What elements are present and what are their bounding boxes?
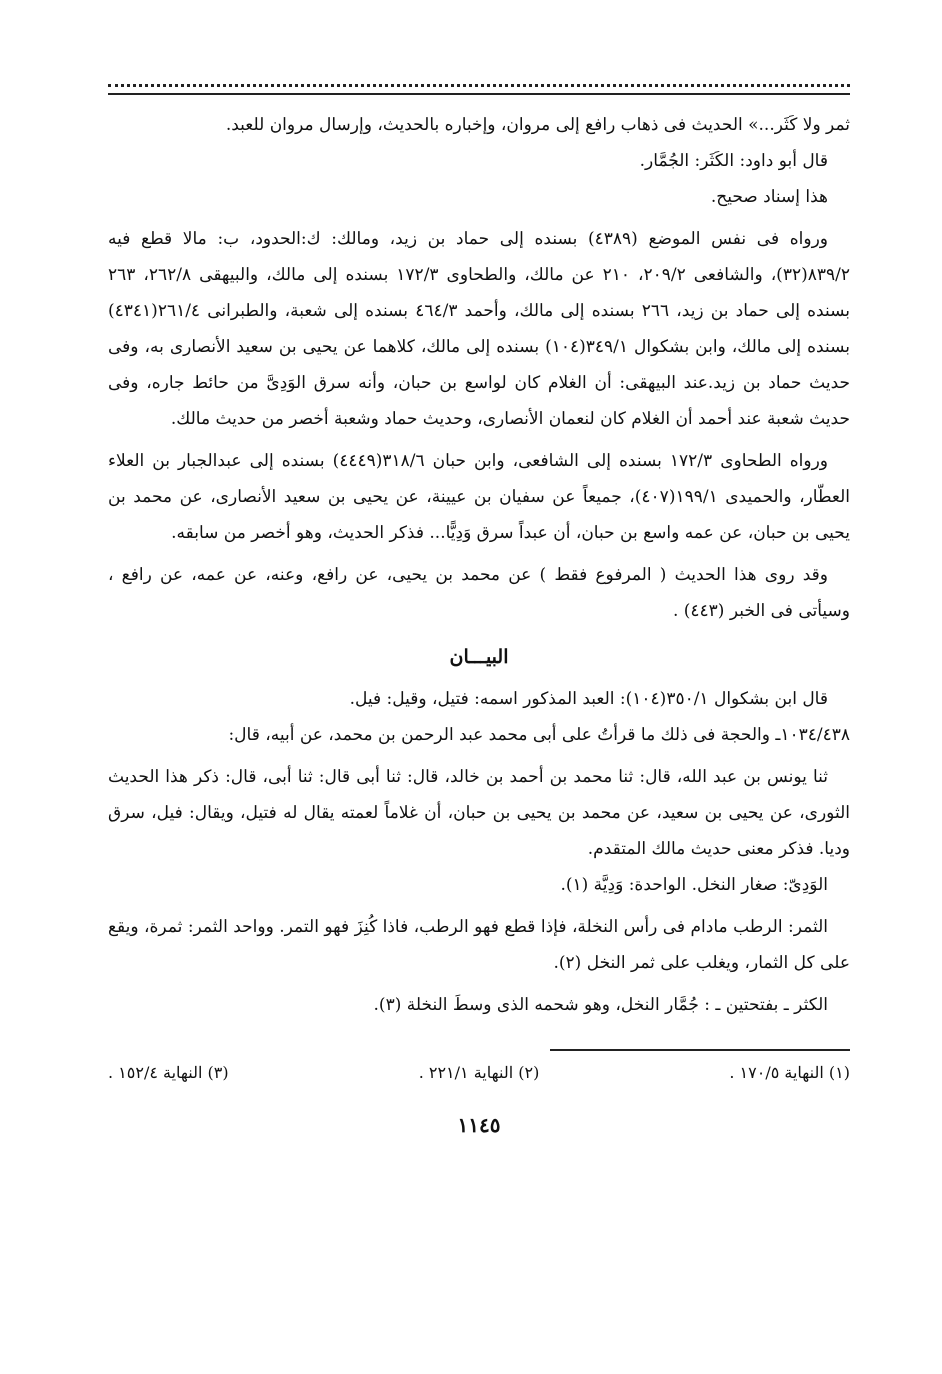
paragraph-wadi-definition: الوَدِىّ: صغار النخل. الواحدة: وَدِيَّة (١). — [560, 875, 828, 895]
paragraph-takhrij-2: ورواه الطحاوى ١٧٢/٣ بسنده إلى الشافعى، وابن حبان ٣١٨/٦(٤٤٤٩) بسنده إلى عبدالجبار بن العلاء العطّار، والحميدى ١٩٩/١(٤٠٧)، جميعاً عن سفيان بن عيينة، عن يحيى بن سعيد الأنصارى، عن محمد بن يحيى بن حبان، عن عمه واسع بن حبان، أن عبداً سرق وَدِيًّا... فذكر الحديث، وهو أخصر من سابقه. — [108, 451, 850, 543]
paragraph-thamar-definition: الثمر: الرطب مادام فى رأس النخلة، فإذا قطع فهو الرطب، فاذا كُنِزَ فهو التمر. وواحد الثمر: ثمرة، ويقع على كل الثمار، ويغلب على ثمر النخل (٢). — [108, 917, 850, 973]
paragraph-ibn-bashkuwal: قال ابن بشكوال ٣٥٠/١(١٠٤): العبد المذكور اسمه: فتيل، وقيل: فيل. — [349, 689, 828, 709]
footnotes — [108, 1061, 850, 1085]
paragraph-isnad-chain: ثنا يونس بن عبد الله، قال: ثنا محمد بن أحمد بن خالد، قال: ثنا أبى قال: ثنا أبى، قال: ذكر هذا الحديث الثورى، عن يحيى بن سعيد، عن محمد بن يحيى بن حبان، أن غلاماً لعمته يقال له فتيل، ويقال: فيل، سرق وديا. فذكر معنى حديث مالك المتقدم. — [108, 767, 850, 859]
section-heading: البيـــان — [449, 646, 509, 668]
footnote-2: (٢) النهاية ٢٢١/١ . — [418, 1063, 540, 1082]
paragraph-takhrij-3: وقد روى هذا الحديث ( المرفوع فقط ) عن محمد بن يحيى، عن رافع، وعنه، عن عمه، عن رافع ، وسيأتى فى الخبر (٤٤٣) . — [108, 565, 850, 621]
book-page — [108, 70, 850, 1320]
dotted-separator — [108, 70, 850, 87]
paragraph-takhrij-1: ورواه فى نفس الموضع (٤٣٨٩) بسنده إلى حماد بن زيد، ومالك: ك:الحدود، ب: مالا قطع فيه ٨٣٩/٢(٣٢)، والشافعى ٢٠٩/٢، ٢١٠ عن مالك، والطحاوى ١٧٢/٣ بسنده إلى مالك، والبيهقى ٢٦٢/٨، ٢٦٣ بسنده إلى حماد بن زيد، ٢٦٦ بسنده إلى مالك، وأحمد ٤٦٤/٣ بسنده إلى شعبة، والطبرانى ٢٦١/٤(٤٣٤١) بسنده إلى مالك، وابن بشكوال ٣٤٩/١(١٠٤) بسنده إلى مالك، كلاهما عن يحيى بن سعيد الأنصارى به، وفى حديث حماد بن زيد.عند البيهقى: أن الغلام كان لواسع بن حبان، وأنه سرق الوَدِىَّ من حائط جاره، وفى حديث شعبة عند أحمد أن الغلام كان لنعمان الأنصارى، وحديث حماد وشعبة أخصر من حديث مالك. — [108, 229, 850, 429]
paragraph-kathar-definition: الكثر ـ بفتحتين ـ : جُمَّار النخل، وهو شحمه الذى وسطَ النخلة (٣). — [373, 995, 828, 1015]
top-rule — [108, 93, 850, 95]
paragraph-isnad: هذا إسناد صحيح. — [710, 187, 828, 207]
paragraph-hadith-end: ثمر ولا كَثَر...» الحديث فى ذهاب رافع إلى مروان، وإخباره بالحديث، وإرسال مروان للعبد. — [225, 115, 850, 135]
footnote-1: (١) النهاية ١٧٠/٥ . — [729, 1063, 850, 1082]
page-number: ١١٤٥ — [457, 1113, 501, 1137]
footnote-rule — [550, 1049, 850, 1051]
footnote-3: (٣) النهاية ١٥٢/٤ . — [108, 1063, 229, 1082]
paragraph-hadith-number: ١٠٣٤/٤٣٨ـ والحجة فى ذلك ما قرأتُ على أبى محمد عبد الرحمن بن محمد، عن أبيه، قال: — [228, 725, 850, 745]
paragraph-abu-dawud: قال أبو داود: الكَثَر: الجُمَّار. — [639, 151, 828, 171]
